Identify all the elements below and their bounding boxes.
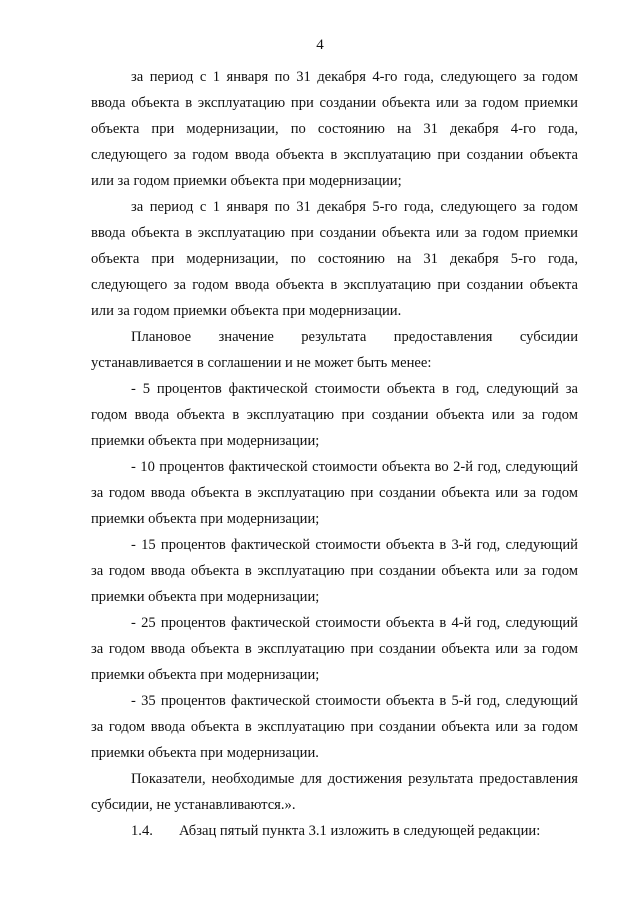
list-item-35-percent: - 35 процентов фактической стоимости объекта в 5-й год, следующий за годом ввода объекта в эксплуатацию при создании объекта или за годом приемки объекта при модернизации.: [91, 693, 578, 761]
paragraph-indicators: Показатели, необходимые для достижения результата предоставления субсидии, не устанавливаются.».: [91, 771, 578, 813]
list-item-10-percent: - 10 процентов фактической стоимости объекта во 2-й год, следующий за годом ввода объекта в эксплуатацию при создании объекта или за годом приемки объекта при модернизации;: [91, 459, 578, 527]
document-body: [91, 64, 578, 844]
numbered-item-number: 1.4.: [131, 823, 153, 839]
paragraph-period-year-4: за период с 1 января по 31 декабря 4-го года, следующего за годом ввода объекта в эксплуатацию при создании объекта или за годом приемки объекта при модернизации, по состоянию на 31 декабря 4-го года, следующего за годом ввода объекта в эксплуатацию при создании объекта или за годом приемки объекта при модернизации;: [91, 69, 578, 189]
numbered-item-text: Абзац пятый пункта 3.1 изложить в следующей редакции:: [179, 823, 541, 839]
paragraph-period-year-5: за период с 1 января по 31 декабря 5-го года, следующего за годом ввода объекта в эксплуатацию при создании объекта или за годом приемки объекта при модернизации, по состоянию на 31 декабря 5-го года, следующего за годом ввода объекта в эксплуатацию при создании объекта или за годом приемки объекта при модернизации.: [91, 199, 578, 319]
list-item-15-percent: - 15 процентов фактической стоимости объекта в 3-й год, следующий за годом ввода объекта в эксплуатацию при создании объекта или за годом приемки объекта при модернизации;: [91, 537, 578, 605]
page-number: 4: [316, 37, 324, 53]
list-item-5-percent: - 5 процентов фактической стоимости объекта в год, следующий за годом ввода объекта в эксплуатацию при создании объекта или за годом приемки объекта при модернизации;: [91, 381, 578, 449]
list-item-25-percent: - 25 процентов фактической стоимости объекта в 4-й год, следующий за годом ввода объекта в эксплуатацию при создании объекта или за годом приемки объекта при модернизации;: [91, 615, 578, 683]
numbered-item-1-4: [91, 818, 578, 844]
paragraph-planned-value: Плановое значение результата предоставления субсидии устанавливается в соглашении и не может быть менее:: [91, 329, 578, 371]
